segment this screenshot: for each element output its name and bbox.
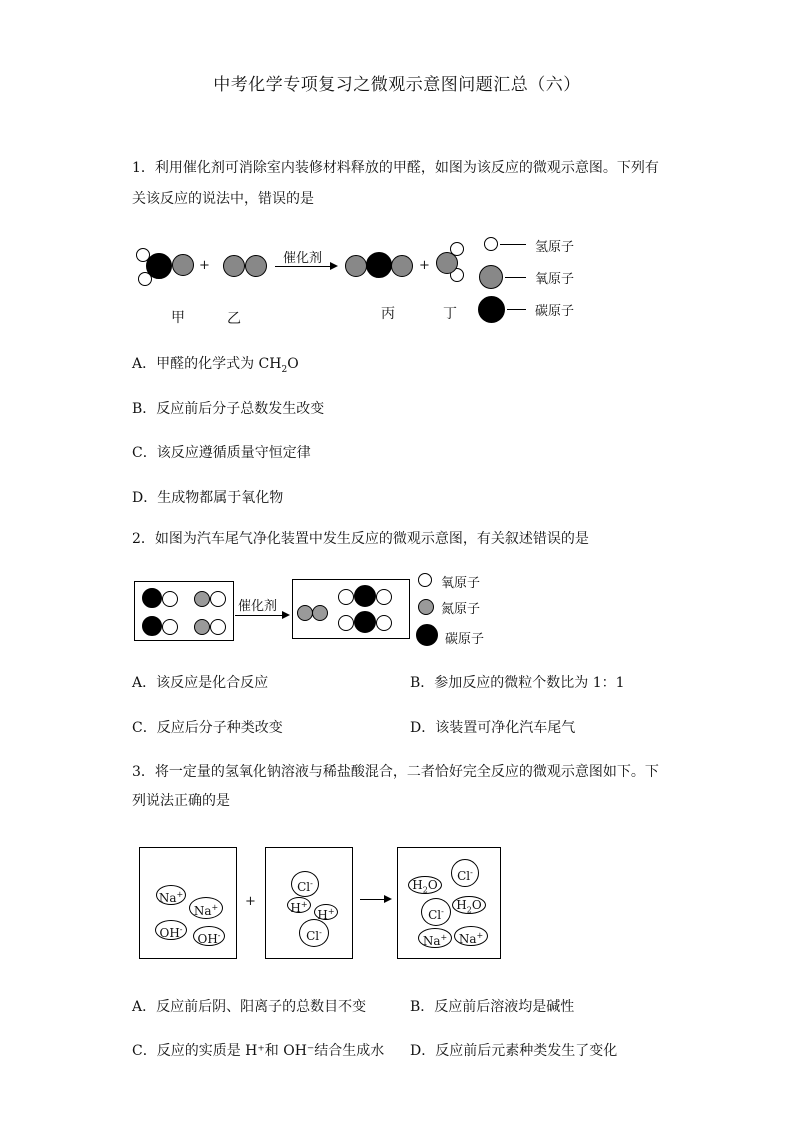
q1-legend-line bbox=[505, 277, 526, 278]
q1-legend-line bbox=[500, 244, 526, 245]
q2-legend-oxygen-atom bbox=[418, 573, 432, 587]
q3-water-molecule: $H_2O$ bbox=[408, 876, 442, 894]
q1-reaction-arrow bbox=[275, 266, 335, 267]
q3-naoh-box bbox=[139, 847, 237, 959]
q3-sodium-ion: Na+ bbox=[454, 926, 488, 946]
q1-label-ding: 丁 bbox=[443, 306, 457, 322]
q1-yi-oxygen-atom bbox=[223, 255, 245, 277]
q1-option-c: C．该反应遵循质量守恒定律 bbox=[132, 445, 311, 461]
q1-arrowhead-icon bbox=[330, 262, 338, 270]
q3-sodium-ion: Na+ bbox=[156, 885, 186, 905]
q3-hydrogen-ion: H+ bbox=[287, 897, 311, 913]
q1-text-line2: 关该反应的说法中，错误的是 bbox=[132, 191, 314, 207]
q2-oxygen-atom bbox=[210, 591, 226, 607]
page-title: 中考化学专项复习之微观示意图问题汇总（六） bbox=[213, 75, 581, 95]
q1-legend-oxygen-label: 氧原子 bbox=[535, 272, 575, 287]
q2-nitrogen-atom bbox=[312, 605, 328, 621]
q2-legend-carbon-atom bbox=[416, 624, 438, 646]
q1-plus-sign: + bbox=[199, 258, 210, 273]
q1-legend-line bbox=[507, 309, 526, 310]
q3-option-c: C．反应的实质是 H⁺和 OH⁻结合生成水 bbox=[132, 1043, 385, 1059]
q2-option-b: B．参加反应的微粒个数比为 1：1 bbox=[410, 675, 625, 691]
q2-oxygen-atom bbox=[376, 615, 392, 631]
q3-text-line1: 3．将一定量的氢氧化钠溶液与稀盐酸混合，二者恰好完全反应的微观示意图如下。下 bbox=[132, 764, 659, 780]
q3-option-d: D．反应前后元素种类发生了变化 bbox=[410, 1043, 618, 1059]
q2-oxygen-atom bbox=[376, 589, 392, 605]
q3-arrowhead-icon bbox=[384, 895, 392, 903]
q3-chloride-ion: Cl- bbox=[291, 871, 319, 897]
q3-sodium-ion: Na+ bbox=[418, 928, 452, 948]
q1-legend-carbon-atom bbox=[478, 296, 505, 323]
q3-plus-sign: + bbox=[245, 894, 256, 909]
q2-reaction-diagram bbox=[0, 560, 794, 660]
q2-catalyst-label: 催化剂 bbox=[238, 599, 278, 614]
q2-oxygen-atom bbox=[210, 619, 226, 635]
q2-nitrogen-atom bbox=[297, 605, 313, 621]
q3-reaction-diagram bbox=[0, 840, 794, 970]
q3-chloride-ion: Cl- bbox=[299, 919, 329, 947]
q1-option-b: B．反应前后分子总数发生改变 bbox=[132, 401, 325, 417]
q1-bing-carbon-atom bbox=[366, 252, 392, 278]
q1-yi-oxygen-atom bbox=[245, 255, 267, 277]
q3-text-line2: 列说法正确的是 bbox=[132, 793, 230, 809]
q1-text-line1: 1．利用催化剂可消除室内装修材料释放的甲醛，如图为该反应的微观示意图。下列有 bbox=[132, 160, 659, 176]
q2-carbon-atom bbox=[142, 616, 162, 636]
q1-plus-sign-2: + bbox=[419, 258, 430, 273]
q1-legend-hydrogen-label: 氢原子 bbox=[535, 240, 575, 255]
q2-oxygen-atom bbox=[338, 589, 354, 605]
q1-catalyst-label: 催化剂 bbox=[283, 251, 323, 266]
q1-reaction-diagram bbox=[0, 0, 794, 330]
q1-legend-carbon-label: 碳原子 bbox=[535, 304, 575, 319]
q3-chloride-ion: Cl- bbox=[421, 898, 451, 926]
q2-option-c: C．反应后分子种类改变 bbox=[132, 720, 283, 736]
q1-option-a: A．甲醛的化学式为 $CH_2O$ bbox=[132, 356, 299, 375]
q2-legend-nitrogen-atom bbox=[418, 599, 434, 615]
q2-nitrogen-atom bbox=[194, 619, 210, 635]
q2-carbon-atom bbox=[354, 611, 376, 633]
q2-option-a: A．该反应是化合反应 bbox=[132, 675, 269, 691]
q1-ding-oxygen-atom bbox=[436, 252, 458, 274]
q2-oxygen-atom bbox=[162, 591, 178, 607]
q3-hydroxide-ion: OH- bbox=[193, 926, 225, 946]
q2-reaction-arrow bbox=[235, 615, 285, 616]
q1-label-yi: 乙 bbox=[227, 311, 241, 327]
q3-option-a: A．反应前后阴、阳离子的总数目不变 bbox=[132, 999, 367, 1015]
q2-nitrogen-atom bbox=[194, 591, 210, 607]
q3-water-molecule: $H_2O$ bbox=[452, 896, 486, 914]
q2-legend-oxygen-label: 氧原子 bbox=[441, 576, 481, 591]
q1-legend-hydrogen-atom bbox=[484, 237, 498, 251]
q2-carbon-atom bbox=[142, 588, 162, 608]
q1-label-jia: 甲 bbox=[171, 310, 185, 326]
q2-legend-nitrogen-label: 氮原子 bbox=[441, 602, 481, 617]
q2-oxygen-atom bbox=[338, 615, 354, 631]
q1-bing-oxygen-atom bbox=[345, 255, 367, 277]
q2-oxygen-atom bbox=[162, 619, 178, 635]
q1-bing-oxygen-atom bbox=[391, 255, 413, 277]
q1-jia-carbon-atom bbox=[146, 253, 172, 279]
q2-carbon-atom bbox=[354, 585, 376, 607]
q3-option-b: B．反应前后溶液均是碱性 bbox=[410, 999, 575, 1015]
q2-option-d: D．该装置可净化汽车尾气 bbox=[410, 720, 576, 736]
q1-jia-oxygen-atom bbox=[172, 254, 194, 276]
q2-arrowhead-icon bbox=[282, 611, 290, 619]
q3-hydrogen-ion: H+ bbox=[314, 904, 338, 920]
q1-option-d: D．生成物都属于氧化物 bbox=[132, 490, 284, 506]
q2-legend-carbon-label: 碳原子 bbox=[445, 632, 485, 647]
q1-legend-oxygen-atom bbox=[479, 265, 503, 289]
q2-text: 2．如图为汽车尾气净化装置中发生反应的微观示意图，有关叙述错误的是 bbox=[132, 531, 589, 547]
q3-chloride-ion: Cl- bbox=[451, 859, 479, 887]
q1-label-bing: 丙 bbox=[381, 306, 395, 322]
q3-reaction-arrow bbox=[360, 899, 386, 900]
q3-hydroxide-ion: OH- bbox=[155, 920, 187, 940]
q3-sodium-ion: Na+ bbox=[189, 897, 223, 919]
